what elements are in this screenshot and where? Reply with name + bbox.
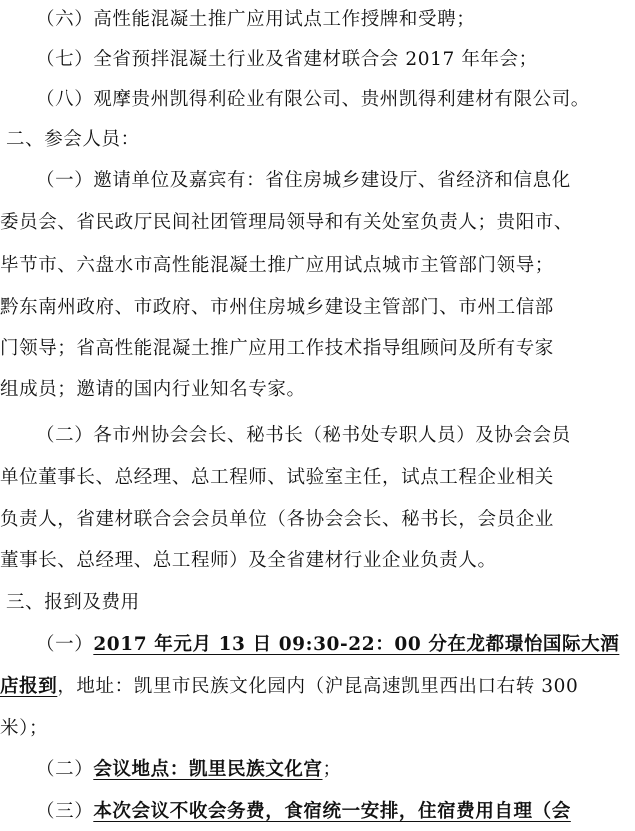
venue-suffix: ； xyxy=(322,759,342,780)
attendees-para2-line3: 负责人，省建材联合会会员单位（各协会会长、秘书长，会员企业 xyxy=(0,509,554,530)
fee-line xyxy=(0,794,635,830)
registration-line2 xyxy=(0,669,635,705)
venue-text: 会议地点：凯里民族文化宫 xyxy=(93,759,323,780)
attendees-para2-line4: 董事长、总经理、总工程师）及全省建材行业企业负责人。 xyxy=(0,550,497,571)
attendees-para2-line2: 单位董事长、总经理、总工程师、试验室主任，试点工程企业相关 xyxy=(0,467,554,488)
attendees-para2-line1: （二）各市州协会会长、秘书长（秘书处专职人员）及协会会员 xyxy=(36,425,571,446)
registration-prefix: （一） xyxy=(36,634,94,655)
item-eight: （八）观摩贵州凯得利砼业有限公司、贵州凯得利建材有限公司。 xyxy=(36,89,590,110)
item-six: （六）高性能混凝土推广应用试点工作授牌和受聘； xyxy=(36,9,476,30)
section-heading-registration: 三、报到及费用 xyxy=(6,592,140,613)
attendees-para1-line2: 委员会、省民政厅民间社团管理局领导和有关处室负责人；贵阳市、 xyxy=(0,212,574,233)
venue-line xyxy=(0,752,635,788)
attendees-para1-line5: 门领导；省高性能混凝土推广应用工作技术指导组顾问及所有专家 xyxy=(0,338,554,359)
registration-line3: 米）； xyxy=(0,718,49,739)
attendees-para1-line4: 黔东南州政府、市政府、市州住房城乡建设主管部门、市州工信部 xyxy=(0,297,554,318)
registration-line1 xyxy=(0,627,635,663)
item-seven: （七）全省预拌混凝土行业及省建材联合会 2017 年年会； xyxy=(36,49,538,70)
attendees-para1-line3: 毕节市、六盘水市高性能混凝土推广应用试点城市主管部门领导； xyxy=(0,255,554,276)
fee-prefix: （三） xyxy=(36,801,94,822)
registration-checkin: 店报到 xyxy=(0,676,58,697)
attendees-para1-line6: 组成员；邀请的国内行业知名专家。 xyxy=(0,379,306,400)
registration-address: ，地址：凯里市民族文化园内（沪昆高速凯里西出口右转 300 xyxy=(57,676,579,697)
attendees-para1-line1: （一）邀请单位及嘉宾有：省住房城乡建设厅、省经济和信息化 xyxy=(36,170,571,191)
registration-time: 2017 年元月 13 日 09:30-22：00 分在龙都璟怡国际大酒 xyxy=(93,634,620,655)
venue-prefix: （二） xyxy=(36,759,94,780)
section-heading-attendees: 二、参会人员： xyxy=(6,129,140,150)
fee-text: 本次会议不收会务费，食宿统一安排，住宿费用自理（会 xyxy=(93,801,571,822)
